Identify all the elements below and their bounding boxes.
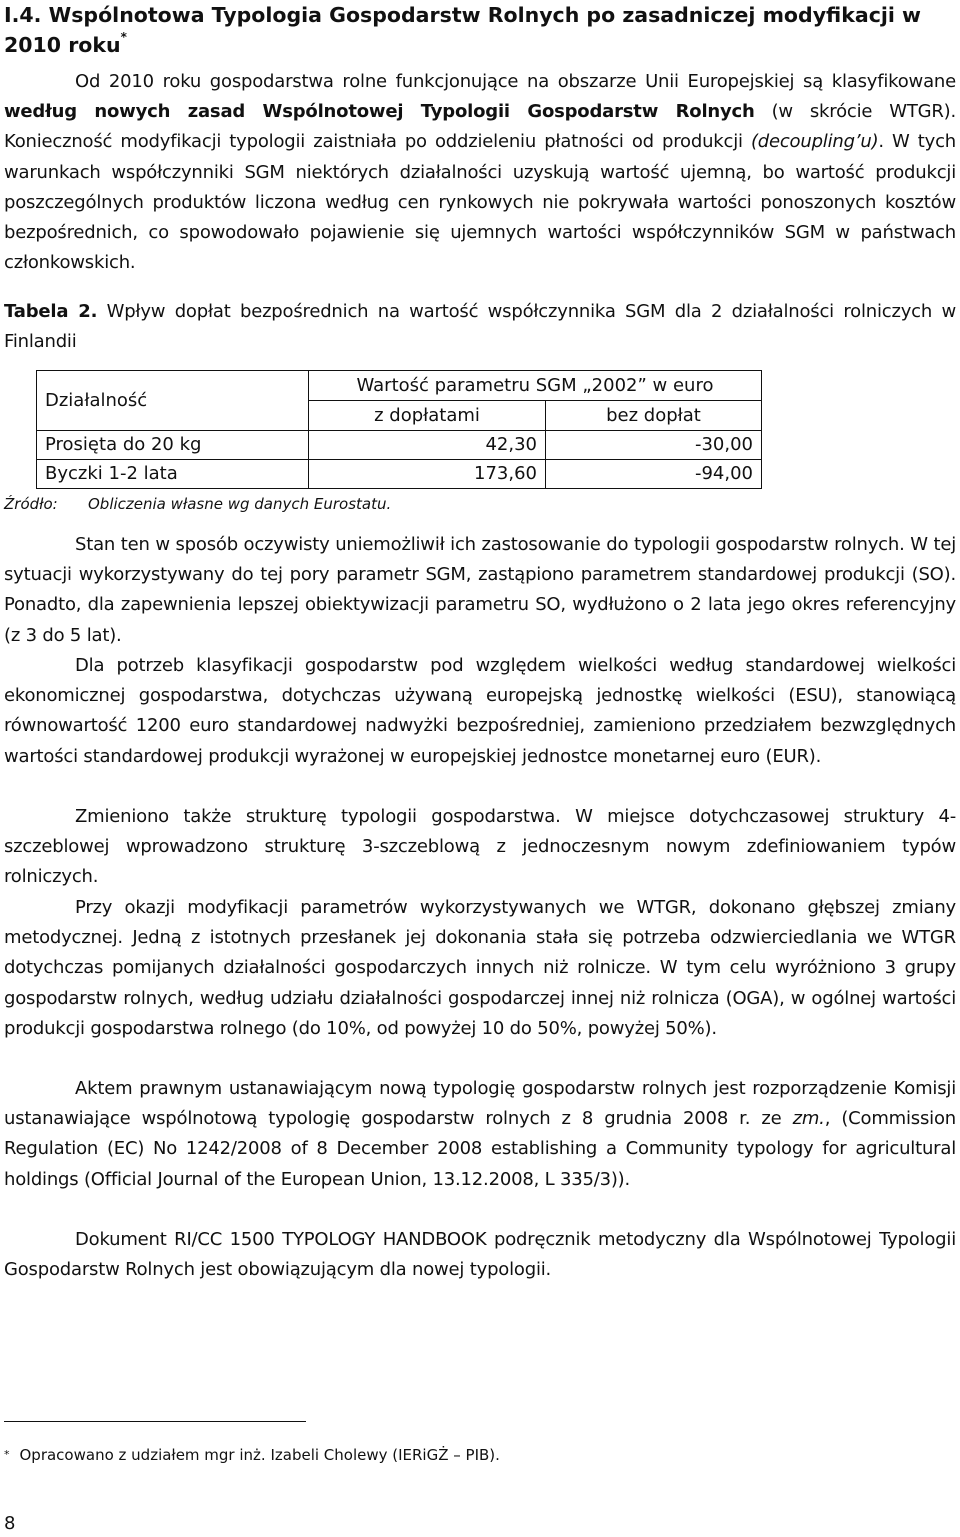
- table-source: [4, 493, 391, 515]
- footnote-mark: *: [4, 1448, 10, 1461]
- regulation-paragraph: Aktem prawnym ustanawiającym nową typologię gospodarstw rolnych jest rozporządzenie Komisji ustanawiające wspólnotową typologię gospodarstw rolnych z 8 grudnia 2008 r. ze zm., (Commission Regulation (EC) No 1242/2008 of 8 December 2008 establishing a Community typology for agricultural holdings (Official Journal of the European Union, 13.12.2008, L 335/3)).: [4, 1078, 956, 1190]
- page-number: 8: [4, 1513, 16, 1534]
- source-text: Obliczenia własne wg danych Eurostatu.: [88, 495, 392, 513]
- table-caption-label: Tabela 2.: [4, 301, 98, 322]
- sgm-table: [36, 370, 762, 489]
- section-heading: [4, 0, 954, 60]
- table-header-with: z dopłatami: [309, 401, 546, 431]
- handbook-paragraph: Dokument RI/CC 1500 TYPOLOGY HANDBOOK podręcznik metodyczny dla Wspólnotowej Typologii Gospodarstw Rolnych jest obowiązującym dla nowej typologii.: [4, 1229, 956, 1281]
- body-paragraph: Dla potrzeb klasyfikacji gospodarstw pod względem wielkości według standardowej wielkości ekonomicznej gospodarstwa, dotychczas używaną europejską jednostkę wielkości (ESU), stanowiącą równowartość 1200 euro standardowej nadwyżki bezpośredniej, zamieniono przedziałem bezwzględnych wartości standardowej produkcji wyrażonej w europejskiej jednostce monetarnej euro (EUR).: [4, 655, 956, 767]
- table-cell-activity: Prosięta do 20 kg: [37, 431, 309, 460]
- footnote-divider: [4, 1421, 306, 1422]
- table-row: [37, 460, 762, 489]
- table-cell-without: -94,00: [546, 460, 762, 489]
- footnote-mark: *: [120, 30, 127, 44]
- table-row: [37, 431, 762, 460]
- body-paragraph: Stan ten w sposób oczywisty uniemożliwił ich zastosowanie do typologii gospodarstw rolnych. W tej sytuacji wykorzystywany do tej pory parametr SGM, zastąpiono parametrem standardowej produkcji (SO). Ponadto, dla zapewnienia lepszej obiektywizacji parametru SO, wydłużono o 2 lata jego okres referencyjny (z 3 do 5 lat).: [4, 534, 956, 646]
- body-paragraph: Zmieniono także strukturę typologii gospodarstwa. W miejsce dotychczasowej struktury 4-szczeblowej wprowadzono strukturę 3-szczeblową z jednoczesnym nowym zdefiniowaniem typów rolniczych.: [4, 806, 956, 888]
- table-cell-with: 173,60: [309, 460, 546, 489]
- table-header-without: bez dopłat: [546, 401, 762, 431]
- footnote: [4, 1444, 500, 1466]
- footnote-text: Opracowano z udziałem mgr inż. Izabeli Cholewy (IERiGŻ – PIB).: [19, 1446, 500, 1464]
- table-caption: [4, 297, 956, 357]
- source-label: Źródło:: [4, 495, 58, 513]
- table-header-activity: Działalność: [37, 371, 309, 431]
- section-number: I.4.: [4, 3, 42, 27]
- table-cell-without: -30,00: [546, 431, 762, 460]
- table-header-param: Wartość parametru SGM „2002” w euro: [309, 371, 762, 401]
- emphasis-decoupling: (decoupling’u): [750, 131, 879, 153]
- table-caption-text: Wpływ dopłat bezpośrednich na wartość współczynnika SGM dla 2 działalności rolniczych w Finlandii: [4, 301, 956, 353]
- table-cell-with: 42,30: [309, 431, 546, 460]
- section-title: Wspólnotowa Typologia Gospodarstw Rolnych po zasadniczej modyfikacji w 2010 roku: [4, 3, 922, 57]
- emphasis-new-rules: według nowych zasad Wspólnotowej Typologii Gospodarstw Rolnych: [4, 101, 755, 123]
- body-paragraph: Przy okazji modyfikacji parametrów wykorzystywanych we WTGR, dokonano głębszej zmiany metodycznej. Jedną z istotnych przesłanek jej dokonania stała się potrzeba odzwierciedlania we WTGR dotychczas pomijanych działalności gospodarczych innych niż rolnicze. W tym celu wyróżniono 3 grupy gospodarstw rolnych, według udziału działalności gospodarczej innej niż rolnicza (OGA), w ogólnej wartości produkcji gospodarstwa rolnego (do 10%, od powyżej 10 do 50%, powyżej 50%).: [4, 897, 956, 1039]
- table-cell-activity: Byczki 1-2 lata: [37, 460, 309, 489]
- intro-paragraph: Od 2010 roku gospodarstwa rolne funkcjonujące na obszarze Unii Europejskiej są klasyfikowane według nowych zasad Wspólnotowej Typologii Gospodarstw Rolnych (w skrócie WTGR). Konieczność modyfikacji typologii zaistniała po oddzieleniu płatności od produkcji (decoupling’u). W tych warunkach współczynniki SGM niektórych działalności uzyskują wartość ujemną, bo wartość produkcji poszczególnych produktów liczona według cen rynkowych nie pokrywała wartości ponoszonych kosztów bezpośrednich, co spowodowało pojawienie się ujemnych wartości współczynników SGM w państwach członkowskich.: [4, 71, 957, 274]
